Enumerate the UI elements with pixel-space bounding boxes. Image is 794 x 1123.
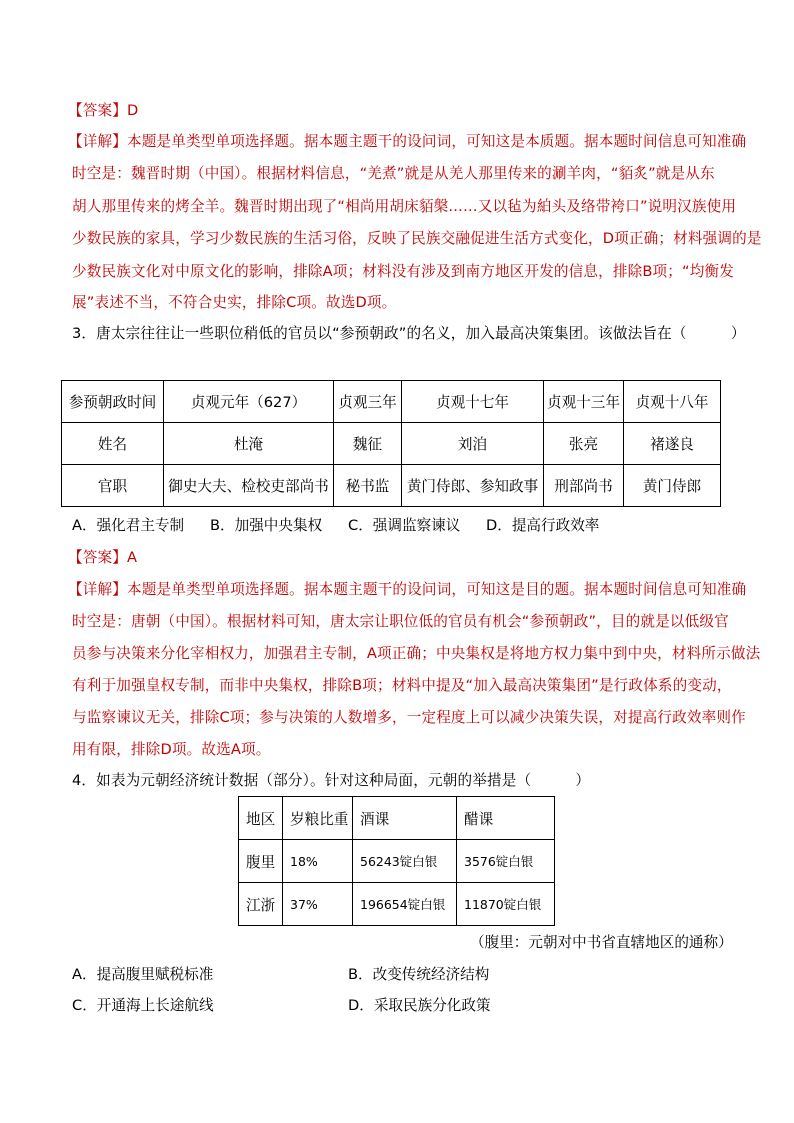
q3-stem: 3．唐太宗往往让一些职位稍低的官员以“参预朝政”的名义，加入最高决策集团。该做法旨在（ ） (72, 325, 746, 342)
table-row (239, 840, 555, 883)
q3-detail-line-6: 用有限，排除D项。故选A项。 (72, 741, 271, 758)
q2-answer-line (68, 101, 728, 121)
table-header-cell: 岁粮比重 (283, 797, 353, 840)
table-cell: 贞观十七年 (402, 381, 544, 423)
q4-table (238, 796, 555, 926)
table-cell: 贞观元年（627） (164, 381, 334, 423)
q3-option-a[interactable]: A．强化君主专制 (72, 517, 185, 534)
q3-detail-line-1 (68, 580, 747, 600)
table-cell: 黄门侍郎、参知政事 (402, 465, 544, 507)
q3-detail-line-4: 有利于加强皇权专制，而非中央集权，排除B项；材料中提及“加入最高决策集团”是行政体系的变动， (72, 677, 732, 694)
q4-option-b[interactable]: B．改变传统经济结构 (348, 966, 490, 983)
q3-answer-label: 【答案】 (68, 549, 127, 566)
table-row (62, 465, 721, 507)
table-cell: 魏征 (334, 423, 402, 465)
table-cell: 贞观十三年 (544, 381, 624, 423)
q2-detail-line-5: 少数民族文化对中原文化的影响，排除A项；材料没有涉及到南方地区开发的信息，排除B项；“均衡发 (72, 263, 734, 280)
q3-answer-line (68, 548, 728, 568)
q2-detail-line-6: 展”表述不当，不符合史实，排除C项。故选D项。 (72, 294, 397, 311)
table-header-cell: 醋课 (457, 797, 555, 840)
q2-detail-line-4: 少数民族的家具，学习少数民族的生活习俗，反映了民族交融促进生活方式变化，D项正确；材料强调的是 (72, 230, 762, 247)
table-cell: 御史大夫、检校吏部尚书 (164, 465, 334, 507)
table-cell: 秘书监 (334, 465, 402, 507)
table-row (62, 423, 721, 465)
q3-detail-label: 【详解】 (68, 581, 127, 598)
q3-detail-line-2: 时空是：唐朝（中国）。根据材料可知，唐太宗让职位低的官员有机会“参预朝政”，目的就是以低级官 (72, 613, 729, 630)
table-cell: 杜淹 (164, 423, 334, 465)
table-cell: 11870锭白银 (457, 883, 555, 926)
q3-option-c[interactable]: C．强调监察谏议 (348, 517, 461, 534)
q4-option-c[interactable]: C．开通海上长途航线 (72, 997, 214, 1014)
q3-detail-line-5: 与监察谏议无关，排除C项；参与决策的人数增多，一定程度上可以减少决策失误，对提高行政效率则作 (72, 709, 746, 726)
table-cell: 官职 (62, 465, 164, 507)
table-cell: 3576锭白银 (457, 840, 555, 883)
q2-answer-label: 【答案】 (68, 102, 127, 119)
table-cell: 张亮 (544, 423, 624, 465)
table-cell: 参预朝政时间 (62, 381, 164, 423)
q3-detail-line-3: 员参与决策来分化宰相权力，加强君主专制，A项正确；中央集权是将地方权力集中到中央，材料所示做法 (72, 645, 761, 662)
table-cell: 37% (283, 883, 353, 926)
table-cell: 18% (283, 840, 353, 883)
table-cell: 腹里 (239, 840, 283, 883)
table-row (62, 381, 721, 423)
table-cell: 褚遂良 (624, 423, 721, 465)
table-cell: 56243锭白银 (353, 840, 457, 883)
q2-answer-value: D (126, 102, 139, 119)
q2-detail-text: 本题是单类型单项选择题。据本题主题干的设问词，可知这是本质题。据本题时间信息可知准确 (126, 133, 747, 150)
q3-option-b[interactable]: B．加强中央集权 (210, 517, 323, 534)
q4-option-d[interactable]: D．采取民族分化政策 (348, 997, 491, 1014)
table-header-cell: 地区 (239, 797, 283, 840)
q3-option-d[interactable]: D．提高行政效率 (486, 517, 600, 534)
q2-detail-line-3: 胡人那里传来的烤全羊。魏晋时期出现了“相尚用胡床貊槃……又以毡为絈头及络带袴口”说明汉族使用 (72, 198, 737, 215)
table-header-cell: 酒课 (353, 797, 457, 840)
table-row (239, 883, 555, 926)
table-cell: 姓名 (62, 423, 164, 465)
table-cell: 刑部尚书 (544, 465, 624, 507)
q3-answer-value: A (126, 549, 138, 566)
q2-detail-label: 【详解】 (68, 133, 127, 150)
q4-note: （腹里：元朝对中书省直辖地区的通称） (470, 934, 733, 951)
q2-detail-line-2: 时空是：魏晋时期（中国）。根据材料信息，“羌煮”就是从羌人那里传来的涮羊肉，“貊炙”就是从东 (72, 165, 715, 182)
table-row (239, 797, 555, 840)
table-cell: 196654锭白银 (353, 883, 457, 926)
q2-detail-line-1 (68, 132, 747, 152)
table-cell: 江浙 (239, 883, 283, 926)
q3-table (61, 380, 721, 507)
q4-option-a[interactable]: A．提高腹里赋税标准 (72, 966, 214, 983)
table-cell: 刘洎 (402, 423, 544, 465)
table-cell: 贞观三年 (334, 381, 402, 423)
table-cell: 贞观十八年 (624, 381, 721, 423)
table-cell: 黄门侍郎 (624, 465, 721, 507)
q4-stem: 4．如表为元朝经济统计数据（部分）。针对这种局面，元朝的举措是（ ） (72, 772, 591, 789)
q3-detail-text: 本题是单类型单项选择题。据本题主题干的设问词，可知这是目的题。据本题时间信息可知准确 (126, 581, 747, 598)
